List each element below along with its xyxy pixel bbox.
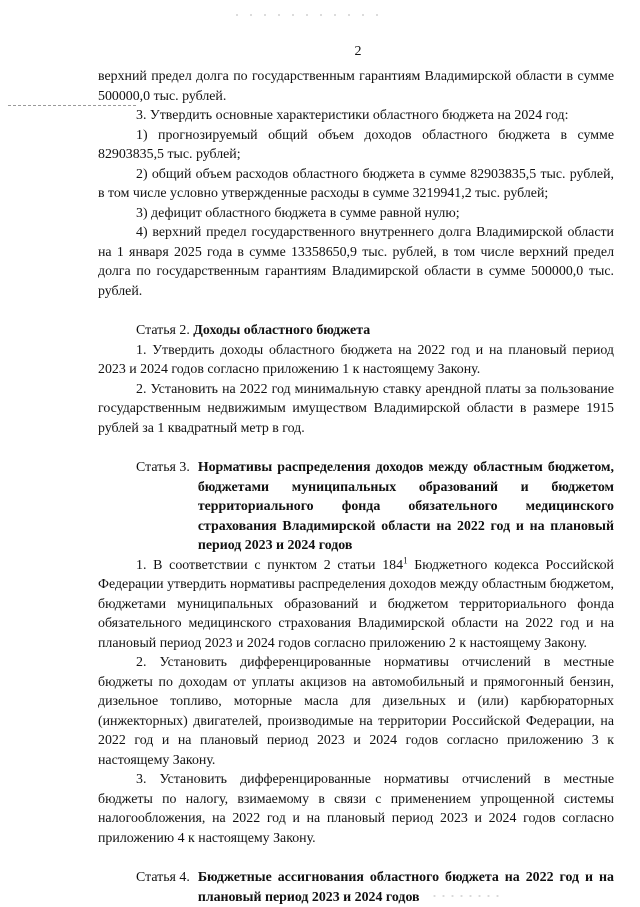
article-2-heading — [98, 321, 614, 341]
paragraph-continuation: верхний предел долга по государственным гарантиям Владимирской области в сумме 500000,0 тыс. рублей. — [98, 69, 614, 104]
paragraph-item-3: 3. Утвердить основные характеристики областного бюджета на 2024 год: — [136, 108, 569, 123]
article-3-item-2: 2. Установить дифференцированные нормативы отчислений в местные бюджеты по доходам от уплаты акцизов на автомобильный и прямогонный бензин, дизельное топливо, моторные масла для дизельных и (или) карбюраторных (инжекторных) двигателей, производимые на территории Российской Федерации, на 2022 год и на плановый период 2023 и 2024 годов согласно приложению 3 к настоящему Закону. — [98, 655, 614, 768]
article-3-item-3: 3. Установить дифференцированные нормативы отчислений в местные бюджеты по налогу, взимаемому в связи с применением упрощенной системы налогообложения, на 2022 год и на плановый период 2023 и 2024 годов согласно приложению 4 к настоящему Закону. — [98, 772, 614, 846]
article-3-label: Статья 3. — [136, 460, 190, 475]
article-3-heading — [136, 458, 614, 556]
page-number: 2 — [354, 44, 362, 59]
article-3-title: Нормативы распределения доходов между областным бюджетом, бюджетами муниципальных образований и бюджетом территориального фонда обязательного медицинского страхования Владимирской области на 2022 год и на плановый период 2023 и 2024 годов — [197, 460, 614, 553]
article-2-label: Статья 2. — [136, 323, 190, 338]
paragraph-subitem-2: 2) общий объем расходов областного бюджета в сумме 82903835,5 тыс. рублей, в том числе условно утвержденные расходы в сумме 3219941,2 тыс. рублей; — [98, 166, 614, 201]
article-3-item-1-start: 1. В соответствии с пунктом 2 статьи 184 — [136, 557, 404, 573]
article-3-item-1-superscript: 1 — [403, 554, 408, 565]
article-4-heading — [136, 868, 614, 907]
article-4-title: Бюджетные ассигнования областного бюджета на 2022 год и на плановый период 2023 и 2024 годов — [197, 870, 614, 905]
article-2-title: Доходы областного бюджета — [193, 323, 371, 338]
article-3-item-1 — [98, 556, 614, 654]
paragraph-subitem-1: 1) прогнозируемый общий объем доходов областного бюджета в сумме 82903835,5 тыс. рублей; — [98, 127, 614, 162]
paragraph-subitem-3: 3) дефицит областного бюджета в сумме равной нулю; — [136, 205, 460, 221]
article-2-item-1: 1. Утвердить доходы областного бюджета на 2022 год и на плановый период 2023 и 2024 годов согласно приложению 1 к настоящему Закону. — [98, 342, 614, 377]
article-4-label: Статья 4. — [136, 870, 190, 885]
document-body — [98, 67, 614, 907]
document-page — [98, 0, 614, 905]
article-3-item-1-end: Бюджетного кодекса Российской Федерации утвердить нормативы распределения доходов между областным бюджетом, бюджетами муниципальных образований и бюджетом территориального фонда обязательного медицинского страхования Владимирской области на 2022 год и на плановый период 2023 и 2024 годов согласно приложению 2 к настоящему Закону. — [98, 557, 615, 651]
article-2-item-2: 2. Установить на 2022 год минимальную ставку арендной платы за пользование государственным недвижимым имуществом Владимирской области в размере 1915 рублей за 1 квадратный метр в год. — [98, 381, 614, 436]
paragraph-subitem-4: 4) верхний предел государственного внутреннего долга Владимирской области на 1 января 2025 года в сумме 13358650,9 тыс. рублей, в том числе верхний предел долга по государственным гарантиям Владимирской области в сумме 500000,0 тыс. рублей. — [98, 225, 614, 299]
